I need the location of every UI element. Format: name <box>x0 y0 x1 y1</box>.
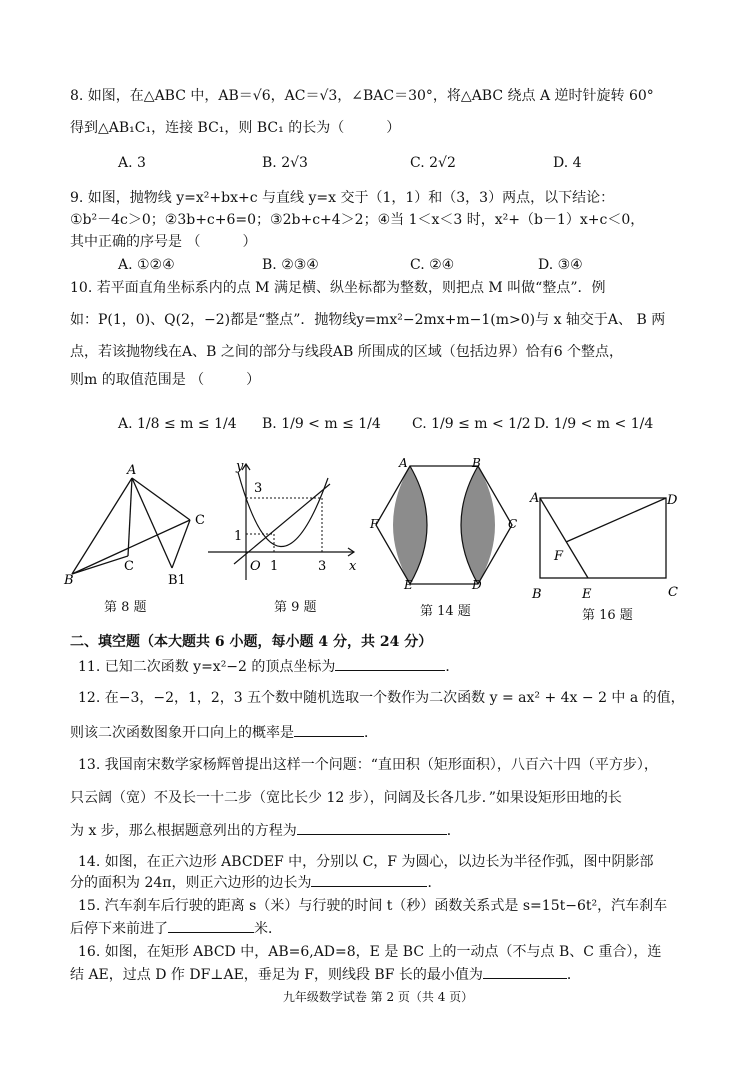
q16-period: ． <box>566 967 581 983</box>
fig9-caption: 第 9 题 <box>274 600 317 615</box>
page-footer: 九年级数学试卷 第 2 页（共 4 页） <box>282 990 474 1004</box>
q12-line1: 12. 在−3，−2，1，2，3 五个数中随机选取一个数作为二次函数 y = ax² + 4x − 2 中 a 的值， <box>78 690 685 706</box>
q15-text: 后停下来前进了 <box>70 921 168 937</box>
fig14-label-f: F <box>370 517 379 531</box>
q8-option-d: D. 4 <box>553 155 582 171</box>
q12-text: 则该二次函数图象开口向上的概率是 <box>70 725 294 741</box>
q8-option-b: B. 2√3 <box>262 155 308 171</box>
fig8-label-a: A <box>127 463 137 478</box>
fig16-label-b: B <box>532 587 542 602</box>
q13-line1: 13. 我国南宋数学家杨辉曾提出这样一个问题：“直田积（矩形面积），八百六十四（平方步）， <box>78 757 658 773</box>
fig16-label-a: A <box>530 491 540 506</box>
q10-option-c: C. 1/9 ≤ m < 1/2 <box>412 416 531 432</box>
q9-line2: ①b²－4c＞0；②3b+c+6=0；③2b+c+4＞2；④当 1＜x＜3 时，x²+（b－1）x+c＜0， <box>70 212 645 228</box>
q15-line1: 15. 汽车刹车后行驶的距离 s（米）与行驶的时间 t（秒）函数关系式是 s=15t−6t²，汽车刹车 <box>78 898 668 914</box>
fig14-label-c: C <box>508 517 518 531</box>
q10-line3: 点，若该抛物线在A、B 之间的部分与线段AB 所围成的区域（包括边界）恰有6 个整点， <box>70 344 624 360</box>
fig16-label-e: E <box>582 587 592 602</box>
q11-answer-blank <box>335 656 445 671</box>
q9-line3: 其中正确的序号是 （ ） <box>70 234 257 250</box>
figure-q8 <box>62 460 220 590</box>
q16-line2 <box>70 964 581 985</box>
fig14-label-a: A <box>399 458 408 470</box>
q10-line2: 如：P(1，0)、Q(2，−2)都是“整点”．抛物线y=mx²−2mx+m−1(m>0)与 x 轴交于A、 B 两 <box>70 312 666 328</box>
q14-text: 分的面积为 24π，则正六边形的边长为 <box>70 875 312 891</box>
q10-option-d: D. 1/9 < m < 1/4 <box>534 416 654 432</box>
q13-line3 <box>70 820 461 841</box>
q14-period: ． <box>427 875 442 891</box>
q15-answer-blank <box>168 918 254 933</box>
fig9-tick-x3: 3 <box>318 559 327 574</box>
section2-title: 二、填空题（本大题共 6 小题，每小题 4 分，共 24 分） <box>70 634 433 650</box>
q8-option-a: A. 3 <box>118 155 146 171</box>
q11-line <box>78 656 459 677</box>
q10-line4: 则m 的取值范围是 （ ） <box>70 372 261 388</box>
q9-option-d: D. ③④ <box>538 257 583 273</box>
fig16-caption: 第 16 题 <box>582 608 633 623</box>
q9-option-c: C. ②④ <box>410 257 455 273</box>
fig8-label-c1: C <box>195 513 205 528</box>
fig14-caption: 第 14 题 <box>420 604 471 619</box>
q10-line1: 10. 若平面直角坐标系内的点 M 满足横、纵坐标都为整数，则把点 M 叫做“整点”．例 <box>70 280 606 296</box>
fig16-label-f: F <box>554 549 564 564</box>
q13-line2: 只云阔（宽）不及长一十二步（宽比长少 12 步），问阔及长各几步．”如果设矩形田地的长 <box>70 790 622 806</box>
q8-line2: 得到△AB₁C₁，连接 BC₁，则 BC₁ 的长为（ ） <box>70 120 401 136</box>
q13-period: ． <box>446 823 461 839</box>
figure-q9 <box>204 458 364 588</box>
q15-unit: 米． <box>254 921 282 937</box>
q15-line2 <box>70 918 282 939</box>
q13-answer-blank <box>297 820 447 835</box>
q14-line2 <box>70 872 441 893</box>
q16-line1: 16. 如图，在矩形 ABCD 中，AB=6,AD=8，E 是 BC 上的一动点（不与点 B、C 重合），连 <box>78 944 662 960</box>
q11-period: ． <box>445 659 460 675</box>
fig8-caption: 第 8 题 <box>104 600 147 615</box>
fig8-label-b: B <box>64 573 74 588</box>
q9-option-b: B. ②③④ <box>262 257 319 273</box>
q11-text: 11. 已知二次函数 y=x²−2 的顶点坐标为 <box>78 659 336 675</box>
fig16-label-c: C <box>668 585 678 600</box>
q8-line1: 8. 如图，在△ABC 中，AB＝√6，AC＝√3，∠BAC＝30°，将△ABC 绕点 A 逆时针旋转 60° <box>70 88 654 104</box>
q8-option-c: C. 2√2 <box>410 155 456 171</box>
q14-line1: 14. 如图，在正六边形 ABCDEF 中，分别以 C，F 为圆心，以边长为半径作弧，图中阴影部 <box>78 854 654 870</box>
q16-answer-blank <box>483 964 567 979</box>
q14-answer-blank <box>311 872 427 887</box>
q9-option-a: A. ①②④ <box>118 257 175 273</box>
q16-text: 结 AE，过点 D 作 DF⊥AE，垂足为 F，则线段 BF 长的最小值为 <box>70 967 483 983</box>
q9-line1: 9. 如图，抛物线 y=x²+bx+c 与直线 y=x 交于（1，1）和（3，3）两点，以下结论： <box>70 190 615 206</box>
fig9-label-y: y <box>236 459 244 474</box>
fig14-label-d: D <box>472 578 482 592</box>
fig8-label-b1: B1 <box>168 573 186 588</box>
q12-answer-blank <box>294 722 364 737</box>
fig9-label-x: x <box>349 559 357 574</box>
fig14-label-b: B <box>472 458 481 470</box>
fig16-label-d: D <box>667 493 678 508</box>
fig9-tick-x1: 1 <box>270 559 279 574</box>
figure-q14 <box>368 458 526 592</box>
q12-line2 <box>70 722 378 743</box>
q12-period: ． <box>364 725 378 741</box>
fig14-label-e: E <box>404 578 413 592</box>
fig9-tick-y1: 1 <box>234 529 243 544</box>
q10-option-b: B. 1/9 < m ≤ 1/4 <box>262 416 381 432</box>
fig8-label-c: C <box>124 559 134 574</box>
q13-text: 为 x 步，那么根据题意列出的方程为 <box>70 823 297 839</box>
figure-q16 <box>526 480 696 602</box>
q10-option-a: A. 1/8 ≤ m ≤ 1/4 <box>118 416 237 432</box>
fig9-tick-y3: 3 <box>254 481 263 496</box>
fig9-label-o: O <box>250 559 261 574</box>
